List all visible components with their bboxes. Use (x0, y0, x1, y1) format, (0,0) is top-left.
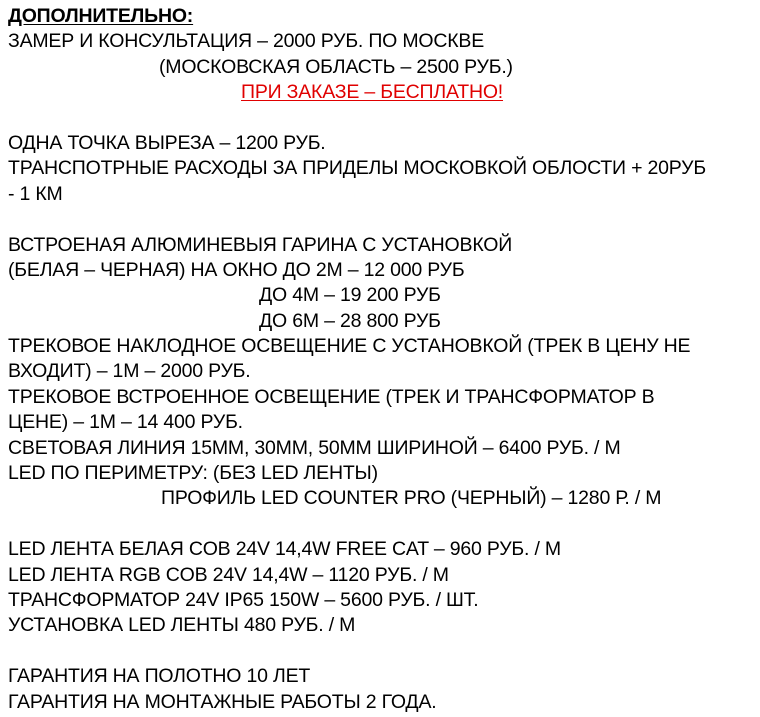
curtain-4m-line: ДО 4М – 19 200 РУБ (259, 284, 441, 307)
moscow-region-line: (МОСКОВСКАЯ ОБЛАСТЬ – 2500 РУБ.) (159, 55, 513, 78)
spacer (8, 106, 756, 131)
measurement-line: ЗАМЕР И КОНСУЛЬТАЦИЯ – 2000 РУБ. ПО МОСКВЕ (8, 30, 485, 53)
curtain-2m-line: (БЕЛАЯ – ЧЕРНАЯ) НА ОКНО ДО 2М – 12 000 РУБ (8, 258, 465, 281)
price-document (8, 4, 756, 715)
transport-line: ТРАНСПОТРНЫЕ РАСХОДЫ ЗА ПРИДЕЛЫ МОСКОВКОЙ ОБЛОСТИ + 20РУБ (8, 157, 706, 180)
spacer (8, 639, 756, 664)
transport-line-cont: - 1 КМ (8, 182, 63, 205)
track-overhead-line: ТРЕКОВОЕ НАКЛОДНОЕ ОСВЕЩЕНИЕ С УСТАНОВКОЙ (ТРЕК В ЦЕНУ НЕ (8, 335, 691, 358)
spacer (8, 207, 756, 232)
led-install-line: УСТАНОВКА LED ЛЕНТЫ 480 РУБ. / М (8, 614, 356, 637)
profile-line: ПРОФИЛЬ LED COUNTER PRO (ЧЕРНЫЙ) – 1280 Р. / М (161, 487, 662, 510)
curtain-line: ВСТРОЕНАЯ АЛЮМИНЕВЫЯ ГАРИНА С УСТАНОВКОЙ (8, 233, 513, 256)
track-builtin-line: ТРЕКОВОЕ ВСТРОЕННОЕ ОСВЕЩЕНИЕ (ТРЕК И ТРАНСФОРМАТОР В (8, 385, 655, 408)
led-perimeter-line: LED ПО ПЕРИМЕТРУ: (БЕЗ LED ЛЕНТЫ) (8, 462, 378, 485)
warranty-ceiling-line: ГАРАНТИЯ НА ПОЛОТНО 10 ЛЕТ (8, 665, 311, 688)
free-on-order-line: ПРИ ЗАКАЗЕ – БЕСПЛАТНО! (241, 81, 504, 104)
cutout-point-line: ОДНА ТОЧКА ВЫРЕЗА – 1200 РУБ. (8, 131, 326, 154)
transformer-line: ТРАНСФОРМАТОР 24V IP65 150W – 5600 РУБ. / ШТ. (8, 588, 479, 611)
track-builtin-line-cont: ЦЕНЕ) – 1М – 14 400 РУБ. (8, 411, 243, 434)
track-overhead-line-cont: ВХОДИТ) – 1М – 2000 РУБ. (8, 360, 251, 383)
curtain-6m-line: ДО 6М – 28 800 РУБ (259, 309, 441, 332)
warranty-work-line: ГАРАНТИЯ НА МОНТАЖНЫЕ РАБОТЫ 2 ГОДА. (8, 690, 437, 713)
led-white-line: LED ЛЕНТА БЕЛАЯ COB 24V 14,4W FREE CAT – 960 РУБ. / М (8, 538, 561, 561)
document-header: ДОПОЛНИТЕЛЬНО: (8, 5, 194, 27)
light-line: СВЕТОВАЯ ЛИНИЯ 15ММ, 30ММ, 50ММ ШИРИНОЙ – 6400 РУБ. / М (8, 436, 621, 459)
led-rgb-line: LED ЛЕНТА RGB COB 24V 14,4W – 1120 РУБ. / М (8, 563, 449, 586)
spacer (8, 512, 756, 537)
